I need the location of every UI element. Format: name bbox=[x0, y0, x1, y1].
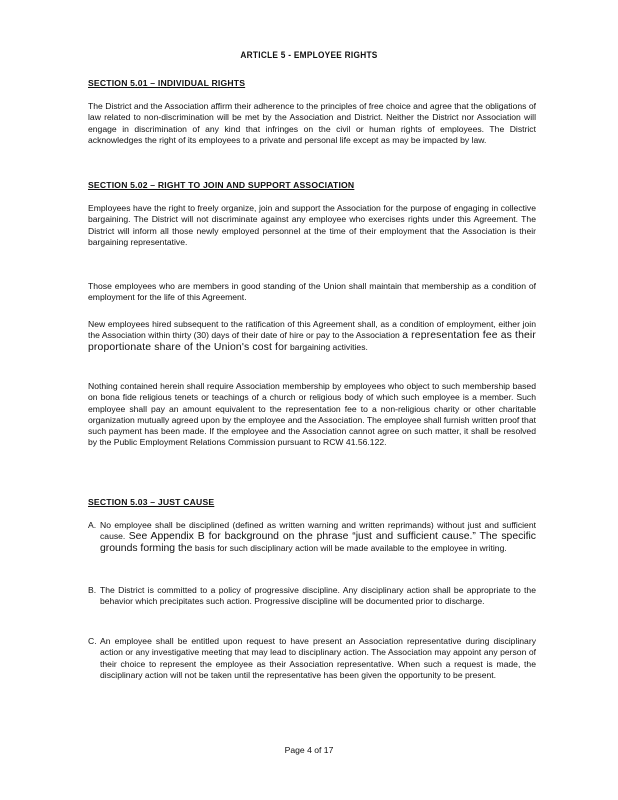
paragraph-right-to-organize: Employees have the right to freely organize, join and support the Association for the purpose of engaging in collective bargaining. The District will not discriminate against any employee who exercises rights under this Agreement. The District will inform all those newly employed personnel at the time of their employment that the Association is their bargaining representative. bbox=[88, 203, 536, 247]
new-hires-text-3: bargaining activities. bbox=[290, 341, 368, 352]
section-heading-5-01: SECTION 5.01 – INDIVIDUAL RIGHTS bbox=[88, 78, 246, 88]
paragraph-new-hires bbox=[88, 319, 536, 353]
new-hires-text-1: New employees hired subsequent to the ratification of this Agreement shall, as a condition of employment, either join the Association within thirty (30) days of their date of hire or pay to the Association bbox=[88, 319, 536, 341]
new-hires-text-2: a representation fee as their proportionate share of the Union's cost for bbox=[88, 330, 537, 353]
paragraph-individual-rights: The District and the Association affirm their adherence to the principles of free choice and agree that the obligations of law related to non-discrimination will be met by the Association and District. Neither the District nor Association will engage in discrimination of any kind that infringes on the civil or human rights of employees. The District acknowledges the right of its employees to a private and personal life except as may be impacted by law. bbox=[88, 101, 536, 145]
article-title: ARTICLE 5 - EMPLOYEE RIGHTS bbox=[240, 50, 378, 60]
list-item-b bbox=[88, 585, 536, 608]
list-item-c bbox=[88, 636, 536, 681]
list-marker-b: B. bbox=[88, 585, 97, 595]
just-cause-text-1: No employee shall be disciplined (defined as written warning and written reprimands) without just and sufficient cause. bbox=[100, 520, 536, 542]
list-item-b-text: The District is committed to a policy of progressive discipline. Any disciplinary action shall be appropriate to the behavior which precipitates such action. Progressive discipline will be documented prior to discharge. bbox=[100, 585, 536, 607]
section-heading-5-02: SECTION 5.02 – RIGHT TO JOIN AND SUPPORT ASSOCIATION bbox=[88, 180, 355, 190]
list-item-a bbox=[88, 520, 536, 554]
paragraph-religious-objection: Nothing contained herein shall require Association membership by employees who object to such membership based on bona fide religious tenets or teachings of a church or religious body of which such employee is a member. Such employee shall pay an amount equivalent to the representation fee to a non-religious charity or other charitable organization mutually agreed upon by the employee and the Association. The employee shall furnish written proof that such payment has been made. If the employee and the Association cannot agree on such matter, it shall be resolved by the Public Employment Relations Commission pursuant to RCW 41.56.122. bbox=[88, 381, 536, 448]
page-number-footer: Page 4 of 17 bbox=[284, 745, 334, 755]
list-marker-a: A. bbox=[88, 520, 97, 530]
list-item-a-text bbox=[88, 520, 536, 554]
just-cause-text-3: basis for such disciplinary action will be made available to the employee in writing. bbox=[194, 542, 507, 553]
paragraph-membership-maintenance: Those employees who are members in good standing of the Union shall maintain that membership as a condition of employment for the life of this Agreement. bbox=[88, 281, 536, 303]
list-marker-c: C. bbox=[88, 636, 97, 646]
list-item-c-text: An employee shall be entitled upon request to have present an Association representative during disciplinary action or any investigative meeting that may lead to disciplinary action. The Association may appoint any person of their choice to represent the employee as their Association representative. When such a request is made, the disciplinary action will not be taken until the representative has been given the opportunity to be present. bbox=[100, 636, 536, 680]
section-heading-5-03: SECTION 5.03 – JUST CAUSE bbox=[88, 497, 215, 507]
just-cause-text-2: See Appendix B for background on the phrase “just and sufficient cause.” The specific grounds forming the bbox=[100, 531, 537, 554]
